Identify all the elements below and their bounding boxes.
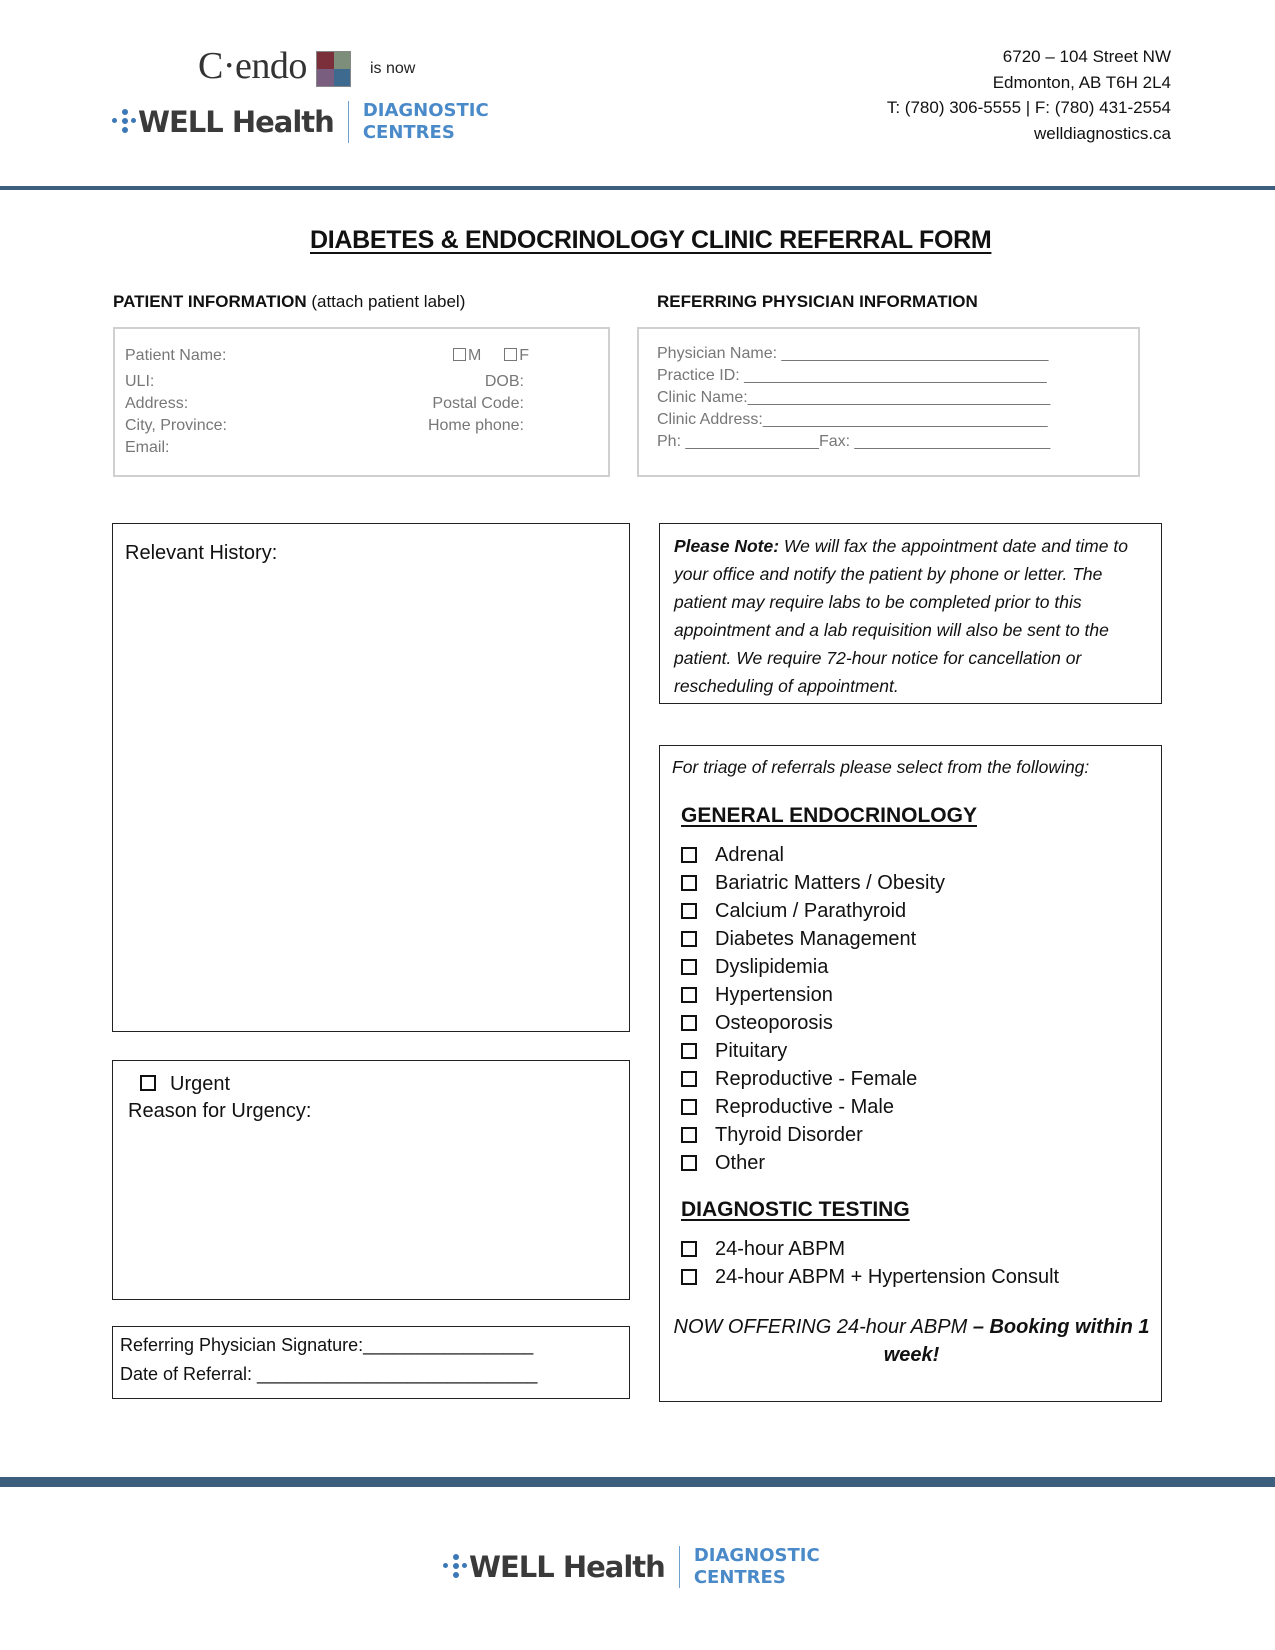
home-phone-label: Home phone:: [427, 417, 524, 434]
option-label: Bariatric Matters / Obesity: [715, 872, 946, 894]
option-label: Dyslipidemia: [715, 956, 829, 978]
footer-well-health-logo: [443, 1545, 820, 1588]
checkbox[interactable]: [681, 1071, 697, 1087]
triage-option-reproductive-male[interactable]: [681, 1094, 894, 1120]
clinic-name-field[interactable]: Clinic Name:__________________________________: [657, 389, 1051, 406]
option-label: Osteoporosis: [715, 1012, 833, 1034]
checkbox[interactable]: [681, 1269, 697, 1285]
footer-brand-sub-line1: DIAGNOSTIC: [693, 1545, 820, 1566]
checkbox[interactable]: [681, 1127, 697, 1143]
option-label: Pituitary: [715, 1040, 788, 1062]
patient-info-box[interactable]: [113, 327, 610, 477]
cendo-logo-icon: [316, 51, 351, 87]
physician-info-heading: REFERRING PHYSICIAN INFORMATION: [657, 292, 978, 311]
sex-options: [453, 345, 529, 367]
note-lead: Please Note:: [674, 536, 780, 556]
footer-logo-divider: [679, 1546, 680, 1588]
reason-for-urgency-label: Reason for Urgency:: [128, 1100, 312, 1122]
patient-name-label: Patient Name:: [125, 347, 227, 364]
urgent-option[interactable]: [140, 1073, 230, 1096]
checkbox[interactable]: [681, 1155, 697, 1171]
triage-option-thyroid[interactable]: [681, 1122, 863, 1148]
uli-label: ULI:: [125, 373, 155, 390]
urgency-box[interactable]: [112, 1060, 630, 1300]
relevant-history-label: Relevant History:: [125, 542, 278, 564]
option-label: Diabetes Management: [715, 928, 917, 950]
checkbox[interactable]: [681, 903, 697, 919]
triage-option-osteoporosis[interactable]: [681, 1010, 833, 1036]
patient-heading-note: (attach patient label): [311, 292, 466, 311]
triage-option-dyslipidemia[interactable]: [681, 954, 828, 980]
referral-date-field[interactable]: Date of Referral: ____________________________: [120, 1364, 538, 1384]
checkbox[interactable]: [681, 931, 697, 947]
sex-f-checkbox[interactable]: [504, 348, 517, 361]
urgent-label: Urgent: [170, 1073, 231, 1095]
relevant-history-box[interactable]: [112, 523, 630, 1032]
triage-option-reproductive-female[interactable]: [681, 1066, 917, 1092]
address-line2: Edmonton, AB T6H 2L4: [992, 72, 1171, 92]
general-endocrinology-heading: GENERAL ENDOCRINOLOGY: [681, 804, 977, 827]
diagnostic-option-abpm[interactable]: [681, 1236, 845, 1262]
brand-sub-line1: DIAGNOSTIC: [362, 100, 489, 121]
triage-option-diabetes[interactable]: [681, 926, 916, 952]
triage-option-calcium[interactable]: [681, 898, 906, 924]
triage-box: [659, 745, 1162, 1402]
brand-name: WELL Health: [138, 104, 334, 139]
clinic-address-field[interactable]: Clinic Address:________________________________: [657, 411, 1048, 428]
option-label: Thyroid Disorder: [715, 1124, 863, 1146]
transition-text: is now: [370, 60, 416, 77]
clinic-address: [887, 44, 1171, 146]
triage-option-pituitary[interactable]: [681, 1038, 787, 1064]
sex-f-label: F: [519, 347, 530, 364]
option-label: 24-hour ABPM: [715, 1238, 846, 1260]
triage-option-bariatric[interactable]: [681, 870, 945, 896]
header-divider-bar: [0, 186, 1275, 190]
abpm-promo: [670, 1313, 1153, 1369]
address-label: Address:: [125, 395, 189, 412]
checkbox[interactable]: [681, 1015, 697, 1031]
option-label: Reproductive - Male: [715, 1096, 894, 1118]
triage-intro: For triage of referrals please select from the following:: [672, 757, 1090, 777]
form-title: DIABETES & ENDOCRINOLOGY CLINIC REFERRAL FORM: [310, 226, 992, 254]
checkbox[interactable]: [681, 847, 697, 863]
sex-m-label: M: [468, 347, 482, 364]
practice-id-field[interactable]: Practice ID: __________________________________: [657, 367, 1047, 384]
checkbox[interactable]: [681, 987, 697, 1003]
footer-brand-sub-line2: CENTRES: [693, 1566, 786, 1588]
option-label: Reproductive - Female: [715, 1068, 918, 1090]
address-line1: 6720 – 104 Street NW: [1002, 47, 1171, 66]
well-dots-icon: [112, 109, 138, 135]
option-label: Other: [715, 1152, 766, 1174]
footer-brand-name: WELL Health: [469, 1549, 665, 1584]
diagnostic-testing-heading: DIAGNOSTIC TESTING: [681, 1198, 910, 1221]
footer-divider-bar: [0, 1477, 1275, 1487]
promo-bold: – Booking within 1 week!: [883, 1316, 1150, 1366]
city-province-label: City, Province:: [125, 417, 227, 434]
option-label: Hypertension: [715, 984, 833, 1006]
phone-fax-field[interactable]: Ph: _______________Fax: ______________________: [657, 433, 1051, 450]
logo-divider: [348, 101, 349, 143]
brand-subtitle: [363, 100, 489, 143]
checkbox[interactable]: [681, 1241, 697, 1257]
triage-option-hypertension[interactable]: [681, 982, 833, 1008]
urgent-checkbox[interactable]: [140, 1075, 156, 1091]
checkbox[interactable]: [681, 959, 697, 975]
signature-box: [112, 1326, 630, 1399]
dob-label: DOB:: [484, 373, 524, 390]
website-link[interactable]: welldiagnostics.ca: [1033, 123, 1171, 143]
checkbox[interactable]: [681, 1099, 697, 1115]
sex-m-checkbox[interactable]: [453, 348, 466, 361]
option-label: Calcium / Parathyroid: [715, 900, 907, 922]
please-note-box: [659, 523, 1162, 704]
well-dots-icon: [443, 1554, 469, 1580]
option-label: 24-hour ABPM + Hypertension Consult: [715, 1266, 1060, 1288]
checkbox[interactable]: [681, 1043, 697, 1059]
physician-name-field[interactable]: Physician Name: ______________________________: [657, 345, 1049, 362]
phone-fax: T: (780) 306-5555 | F: (780) 431-2554: [886, 98, 1171, 117]
postal-code-label: Postal Code:: [432, 395, 524, 412]
brand-sub-line2: CENTRES: [362, 121, 455, 143]
email-label: Email:: [125, 439, 170, 456]
physician-info-box[interactable]: [637, 327, 1140, 477]
promo-italic: NOW OFFERING 24-hour ABPM: [673, 1316, 973, 1338]
physician-signature-field[interactable]: Referring Physician Signature:_________________: [120, 1335, 534, 1355]
triage-option-adrenal[interactable]: [681, 842, 784, 868]
cendo-logo-text: C·endo: [198, 45, 307, 87]
option-label: Adrenal: [715, 844, 784, 866]
footer-brand-subtitle: [694, 1545, 820, 1588]
well-health-logo: [112, 100, 489, 143]
checkbox[interactable]: [681, 875, 697, 891]
note-body: We will fax the appointment date and time to your office and notify the patient by phone or letter. The patient may require labs to be completed prior to this appointment and a lab requisition will also be sent to the patient. We require 72-hour notice for cancellation or rescheduling of appointment.: [674, 536, 1128, 696]
triage-option-other[interactable]: [681, 1150, 765, 1176]
diagnostic-option-abpm-consult[interactable]: [681, 1264, 1059, 1290]
patient-heading-bold: PATIENT INFORMATION: [113, 292, 307, 311]
patient-info-heading: [113, 292, 465, 312]
